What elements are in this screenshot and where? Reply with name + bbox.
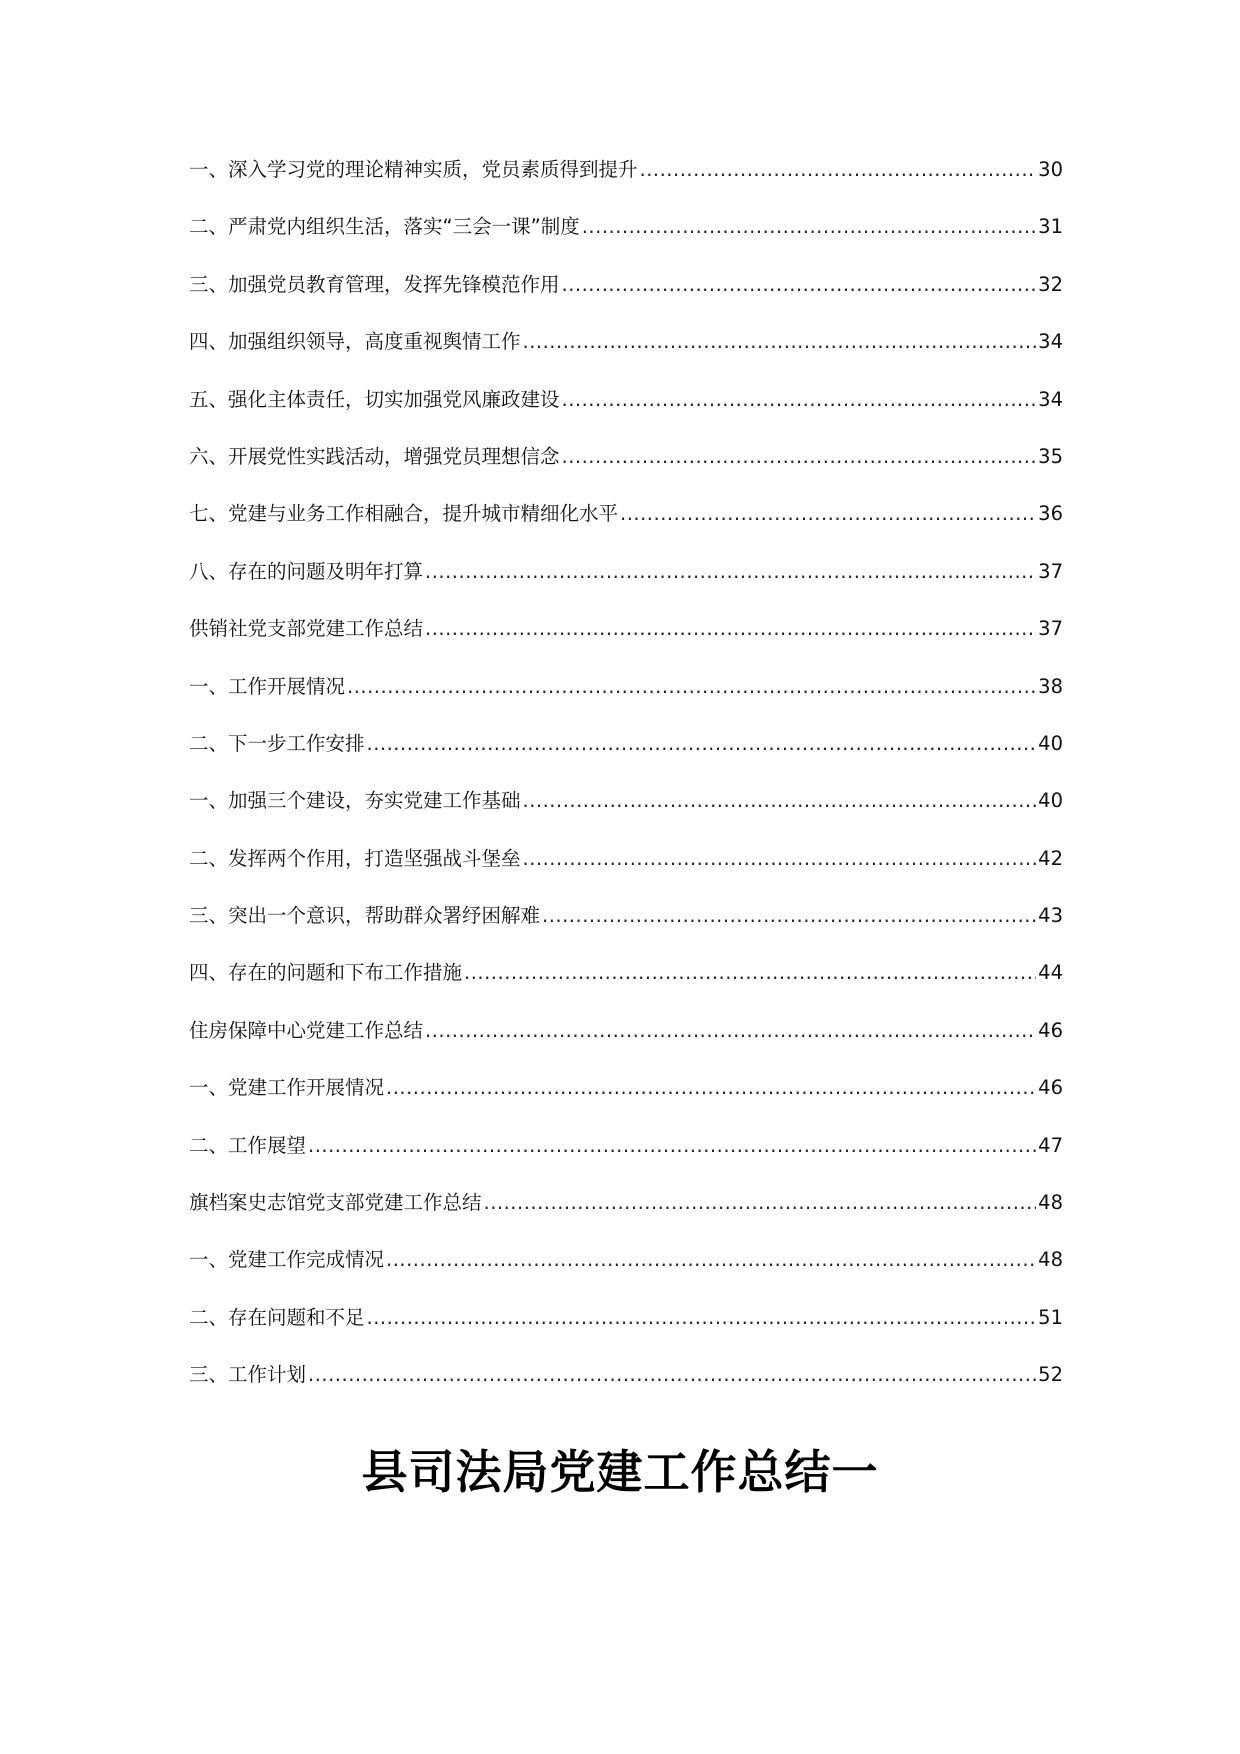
toc-entry-page-number: 40 bbox=[1038, 731, 1063, 755]
toc-entry-title: 二、发挥两个作用，打造坚强战斗堡垒 bbox=[189, 846, 521, 870]
toc-entry-title: 二、严肃党内组织生活，落实“三会一课”制度 bbox=[189, 215, 580, 239]
toc-entry[interactable] bbox=[189, 903, 1063, 960]
toc-dot-leader bbox=[562, 272, 1037, 298]
toc-entry-page-number: 32 bbox=[1038, 272, 1063, 296]
toc-entry-page-number: 46 bbox=[1038, 1076, 1063, 1100]
toc-dot-leader bbox=[308, 1362, 1036, 1388]
toc-entry-title: 五、强化主体责任，切实加强党风廉政建设 bbox=[189, 387, 560, 411]
toc-entry-title: 三、突出一个意识，帮助群众署纾困解难 bbox=[189, 904, 541, 928]
toc-entry[interactable] bbox=[189, 616, 1063, 673]
toc-entry-page-number: 44 bbox=[1038, 961, 1063, 985]
toc-dot-leader bbox=[347, 674, 1036, 700]
toc-entry-page-number: 46 bbox=[1038, 1018, 1063, 1042]
toc-entry-title: 一、党建工作开展情况 bbox=[189, 1076, 385, 1100]
toc-entry[interactable] bbox=[189, 387, 1063, 444]
toc-dot-leader bbox=[562, 444, 1037, 470]
table-of-contents bbox=[189, 157, 1063, 1420]
toc-entry[interactable] bbox=[189, 1133, 1063, 1190]
toc-entry-page-number: 43 bbox=[1038, 904, 1063, 928]
toc-entry-title: 八、存在的问题及明年打算 bbox=[189, 559, 424, 583]
toc-entry[interactable] bbox=[189, 731, 1063, 788]
toc-dot-leader bbox=[484, 1190, 1037, 1216]
toc-dot-leader bbox=[523, 788, 1037, 814]
toc-dot-leader bbox=[425, 1018, 1036, 1044]
toc-entry[interactable] bbox=[189, 444, 1063, 501]
toc-dot-leader bbox=[386, 1075, 1036, 1101]
toc-dot-leader bbox=[386, 1247, 1036, 1273]
toc-entry-page-number: 37 bbox=[1038, 559, 1063, 583]
toc-entry-page-number: 37 bbox=[1038, 617, 1063, 641]
toc-dot-leader bbox=[367, 731, 1037, 757]
toc-entry-title: 四、加强组织领导，高度重视舆情工作 bbox=[189, 330, 521, 354]
toc-entry[interactable] bbox=[189, 674, 1063, 731]
toc-entry[interactable] bbox=[189, 1305, 1063, 1362]
toc-entry[interactable] bbox=[189, 788, 1063, 845]
toc-entry[interactable] bbox=[189, 559, 1063, 616]
toc-dot-leader bbox=[562, 387, 1037, 413]
toc-entry-title: 旗档案史志馆党支部党建工作总结 bbox=[189, 1191, 482, 1215]
toc-entry-page-number: 35 bbox=[1038, 444, 1063, 468]
toc-dot-leader bbox=[620, 501, 1036, 527]
toc-entry[interactable] bbox=[189, 214, 1063, 271]
toc-entry-title: 二、下一步工作安排 bbox=[189, 731, 365, 755]
toc-entry-title: 一、深入学习党的理论精神实质，党员素质得到提升 bbox=[189, 158, 638, 181]
toc-entry-page-number: 34 bbox=[1038, 387, 1063, 411]
toc-entry[interactable] bbox=[189, 1247, 1063, 1304]
toc-entry-page-number: 52 bbox=[1038, 1363, 1063, 1387]
toc-entry-title: 一、党建工作完成情况 bbox=[189, 1248, 385, 1272]
toc-entry-page-number: 30 bbox=[1038, 158, 1063, 181]
toc-entry[interactable] bbox=[189, 960, 1063, 1017]
toc-entry-title: 六、开展党性实践活动，增强党员理想信念 bbox=[189, 444, 560, 468]
toc-entry-page-number: 38 bbox=[1038, 674, 1063, 698]
toc-dot-leader bbox=[582, 214, 1036, 240]
toc-dot-leader bbox=[425, 616, 1036, 642]
toc-entry-title: 四、存在的问题和下布工作措施 bbox=[189, 961, 463, 985]
toc-dot-leader bbox=[464, 960, 1036, 986]
toc-dot-leader bbox=[523, 329, 1037, 355]
toc-entry-title: 一、工作开展情况 bbox=[189, 674, 346, 698]
toc-dot-leader bbox=[425, 559, 1036, 585]
toc-entry-page-number: 47 bbox=[1038, 1133, 1063, 1157]
toc-entry-title: 二、存在问题和不足 bbox=[189, 1305, 365, 1329]
toc-entry-title: 三、加强党员教育管理，发挥先锋模范作用 bbox=[189, 272, 560, 296]
toc-entry-title: 供销社党支部党建工作总结 bbox=[189, 617, 424, 641]
toc-entry-title: 七、党建与业务工作相融合，提升城市精细化水平 bbox=[189, 502, 619, 526]
toc-entry-title: 三、工作计划 bbox=[189, 1363, 307, 1387]
toc-entry-title: 住房保障中心党建工作总结 bbox=[189, 1018, 424, 1042]
toc-entry[interactable] bbox=[189, 846, 1063, 903]
toc-entry[interactable] bbox=[189, 1190, 1063, 1247]
toc-entry-page-number: 48 bbox=[1038, 1248, 1063, 1272]
toc-entry[interactable] bbox=[189, 272, 1063, 329]
toc-entry-title: 二、工作展望 bbox=[189, 1133, 307, 1157]
toc-entry-page-number: 42 bbox=[1038, 846, 1063, 870]
toc-entry-page-number: 40 bbox=[1038, 789, 1063, 813]
toc-entry-page-number: 36 bbox=[1038, 502, 1063, 526]
toc-dot-leader bbox=[367, 1305, 1037, 1331]
toc-entry[interactable] bbox=[189, 329, 1063, 386]
toc-dot-leader bbox=[308, 1133, 1036, 1159]
toc-dot-leader bbox=[542, 903, 1036, 929]
section-heading: 县司法局党建工作总结一 bbox=[361, 1445, 879, 1499]
toc-entry-page-number: 31 bbox=[1038, 215, 1063, 239]
toc-entry[interactable] bbox=[189, 157, 1063, 214]
toc-entry[interactable] bbox=[189, 1075, 1063, 1132]
toc-dot-leader bbox=[523, 846, 1037, 872]
toc-entry-page-number: 34 bbox=[1038, 330, 1063, 354]
toc-entry-page-number: 48 bbox=[1038, 1191, 1063, 1215]
toc-dot-leader bbox=[640, 157, 1037, 183]
toc-entry[interactable] bbox=[189, 501, 1063, 558]
toc-entry-title: 一、加强三个建设，夯实党建工作基础 bbox=[189, 789, 521, 813]
toc-entry-page-number: 51 bbox=[1038, 1305, 1063, 1329]
toc-entry[interactable] bbox=[189, 1018, 1063, 1075]
toc-entry[interactable] bbox=[189, 1362, 1063, 1419]
